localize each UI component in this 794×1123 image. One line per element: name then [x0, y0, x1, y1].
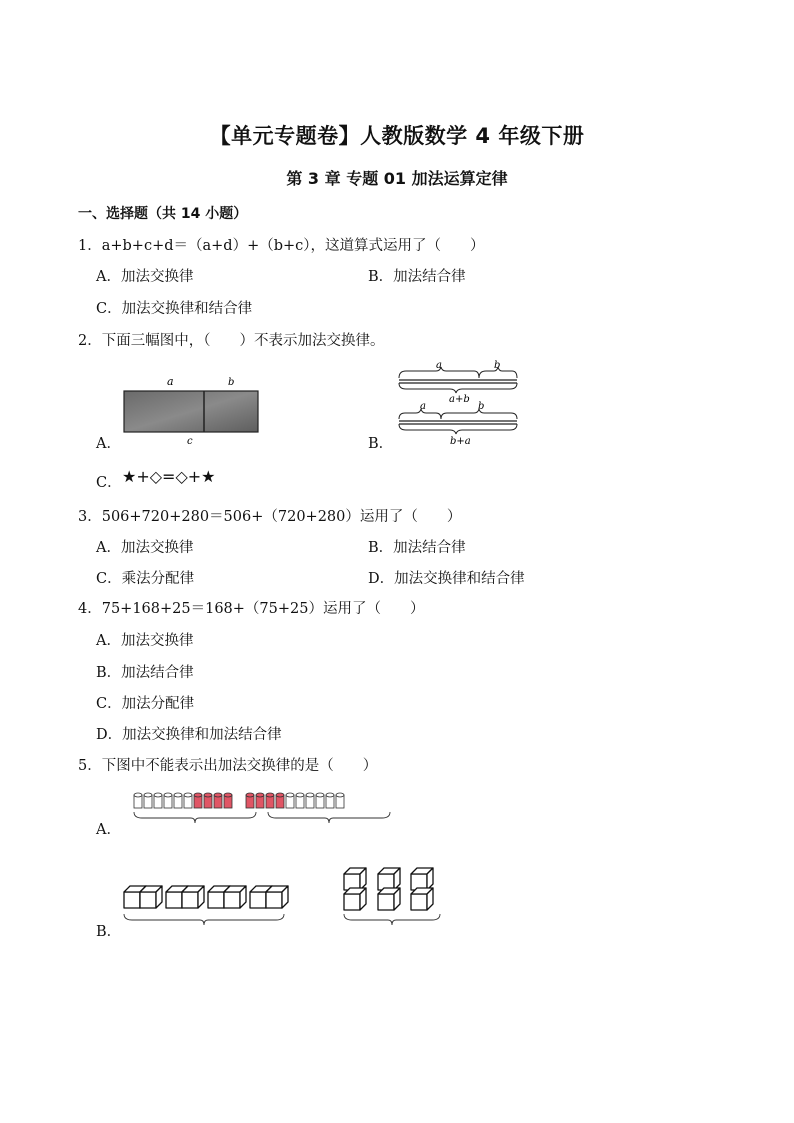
- question-4-stem: 4．75+168+25＝168+（75+25）运用了（ ）: [78, 601, 425, 617]
- white-cylinder-icon: [336, 793, 344, 808]
- red-cylinder-icon: [256, 793, 264, 808]
- question-5-figure-b: [118, 846, 458, 936]
- red-cylinder-icon: [204, 793, 212, 808]
- figure-b-row2-sum: b+a: [450, 436, 471, 446]
- question-2-figure-c-formula: ★+◇=◇+★: [122, 467, 216, 486]
- question-3-option-b[interactable]: B．加法结合律: [368, 540, 466, 556]
- cube-icon: [182, 886, 204, 908]
- white-cylinder-icon: [306, 793, 314, 808]
- red-cylinder-icon: [194, 793, 202, 808]
- question-5-stem: 5．下图中不能表示出加法交换律的是（ ）: [78, 758, 378, 774]
- question-2-option-b[interactable]: B．: [368, 436, 394, 452]
- question-3-stem: 3．506+720+280＝506+（720+280）运用了（ ）: [78, 509, 462, 525]
- cube-icon: [411, 888, 433, 910]
- figure-a-label-b: b: [228, 377, 235, 388]
- question-1-stem: 1．a+b+c+d＝（a+d）+（b+c），这道算式运用了（ ）: [78, 238, 485, 254]
- white-cylinder-icon: [316, 793, 324, 808]
- white-cylinder-icon: [296, 793, 304, 808]
- question-2-option-c[interactable]: C．: [96, 475, 122, 491]
- cube-icon: [378, 888, 400, 910]
- question-2-option-a[interactable]: A．: [96, 436, 121, 452]
- white-cylinder-icon: [326, 793, 334, 808]
- question-4-option-a[interactable]: A．加法交换律: [96, 633, 194, 649]
- question-4-option-c[interactable]: C．加法分配律: [96, 696, 195, 712]
- brace-icon: [268, 812, 390, 823]
- cube-icon: [344, 868, 366, 890]
- white-cylinder-icon: [154, 793, 162, 808]
- red-cylinder-icon: [266, 793, 274, 808]
- figure-b-row2-b: a: [420, 401, 426, 412]
- white-cylinder-icon: [144, 793, 152, 808]
- white-cylinder-icon: [164, 793, 172, 808]
- white-cylinder-icon: [174, 793, 182, 808]
- question-3-option-c[interactable]: C．乘法分配律: [96, 571, 195, 587]
- question-1-option-b[interactable]: B．加法结合律: [368, 269, 466, 285]
- page-title: 【单元专题卷】人教版数学 4 年级下册: [209, 124, 585, 148]
- white-cylinder-icon: [184, 793, 192, 808]
- question-1-option-c[interactable]: C．加法交换律和结合律: [96, 301, 253, 317]
- cube-icon: [411, 868, 433, 890]
- question-2-stem: 2．下面三幅图中，（ ）不表示加法交换律。: [78, 333, 385, 349]
- question-3-option-d[interactable]: D．加法交换律和结合律: [368, 571, 525, 587]
- figure-b-row1-b: b: [494, 360, 501, 371]
- question-3-option-a[interactable]: A．加法交换律: [96, 540, 194, 556]
- figure-b-row1-sum: a+b: [449, 394, 470, 405]
- question-1-option-a[interactable]: A．加法交换律: [96, 269, 194, 285]
- cube-icon: [344, 888, 366, 910]
- question-5-option-b[interactable]: B．: [96, 924, 122, 940]
- figure-a-label-c: c: [187, 436, 193, 446]
- red-cylinder-icon: [246, 793, 254, 808]
- brace-icon: [344, 914, 440, 925]
- cube-icon: [378, 868, 400, 890]
- section-heading: 一、选择题（共 14 小题）: [78, 206, 248, 222]
- page-subtitle: 第 3 章 专题 01 加法运算定律: [286, 169, 508, 188]
- white-cylinder-icon: [134, 793, 142, 808]
- question-2-figure-b: [394, 358, 526, 446]
- question-4-option-d[interactable]: D．加法交换律和加法结合律: [96, 727, 282, 743]
- figure-b-row2-a: b: [478, 401, 485, 412]
- question-5-figure-a: [128, 788, 398, 832]
- cube-icon: [266, 886, 288, 908]
- figure-a-label-a: a: [167, 375, 174, 388]
- red-cylinder-icon: [224, 793, 232, 808]
- cube-icon: [224, 886, 246, 908]
- brace-icon: [124, 914, 284, 925]
- figure-b-row1-a: a: [436, 360, 442, 371]
- question-4-option-b[interactable]: B．加法结合律: [96, 665, 194, 681]
- question-5-option-a[interactable]: A．: [96, 822, 121, 838]
- white-cylinder-icon: [286, 793, 294, 808]
- red-cylinder-icon: [276, 793, 284, 808]
- brace-icon: [134, 812, 256, 823]
- red-cylinder-icon: [214, 793, 222, 808]
- question-2-figure-a: [118, 374, 268, 446]
- cube-icon: [140, 886, 162, 908]
